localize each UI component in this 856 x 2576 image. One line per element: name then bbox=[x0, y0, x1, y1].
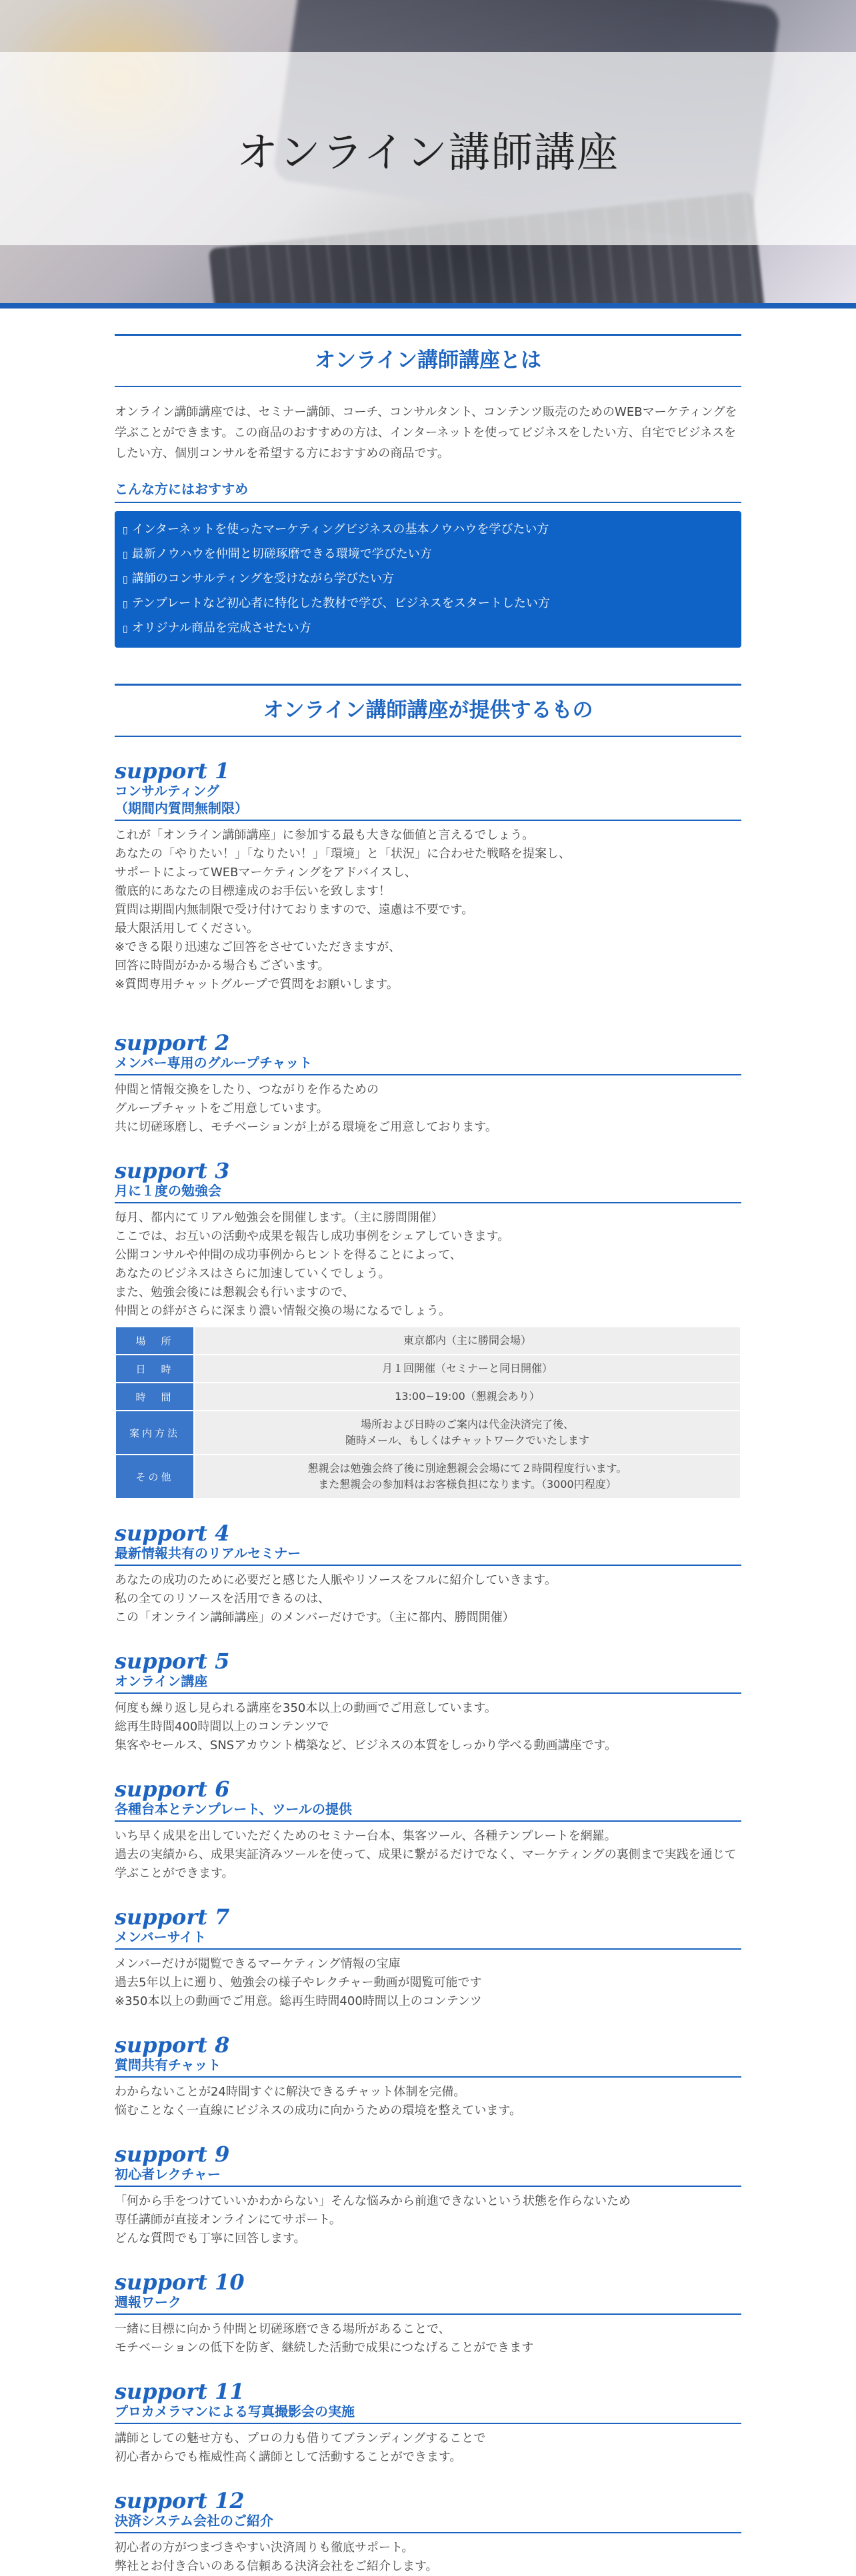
table-row: その他 懇親会は勉強会終了後に別途懇親会会場にて２時間程度行います。 また懇親会の参加料はお客様負担になります。（3000円程度） bbox=[116, 1455, 740, 1498]
main-content bbox=[115, 309, 741, 2576]
support-7 bbox=[115, 1906, 741, 2011]
support-body: 初心者の方がつまづきやすい決済周りも徹底サポート。 弊社とお付き合いのある信頼ある決済会社をご紹介します。 bbox=[115, 2541, 438, 2573]
support-body: あなたの成功のために必要だと感じた人脈やリソースをフルに紹介していきます。 私の全てのリソースを活用できるのは、 この「オンライン講師講座」のメンバーだけです。（主に都内、勝間開催） bbox=[115, 1573, 557, 1624]
support-9 bbox=[115, 2143, 741, 2248]
hero-divider bbox=[0, 303, 856, 309]
recommend-item: ▯ 最新ノウハウを仲間と切磋琢磨できる環境で学びたい方 bbox=[123, 547, 432, 561]
offer-title: オンライン講師講座が提供するもの bbox=[115, 684, 741, 737]
support-3 bbox=[115, 1159, 741, 1499]
support-number: support 4 bbox=[115, 1521, 230, 1546]
page-title: オンライン講師講座 bbox=[236, 127, 620, 177]
support-title: プロカメラマンによる写真撮影会の実施 bbox=[115, 2403, 741, 2424]
check-icon: ▯ bbox=[123, 525, 128, 536]
support-title: 初心者レクチャー bbox=[115, 2166, 741, 2187]
support-4 bbox=[115, 1522, 741, 1627]
support-1 bbox=[115, 760, 741, 994]
recommend-item: ▯ オリジナル商品を完成させたい方 bbox=[123, 621, 311, 635]
support-body: いち早く成果を出していただくためのセミナー台本、集客ツール、各種テンプレートを網羅。 過去の実績から、成果実証済みツールを使って、成果に繋がるだけでなく、マーケティングの裏側まで実践を通じて学ぶことができます。 bbox=[115, 1829, 737, 1880]
support-title: 決済システム会社のご紹介 bbox=[115, 2512, 741, 2533]
support-body: 講師としての魅せ方も、プロの力も借りてブランディングすることで 初心者からでも権威性高く講師として活動することができます。 bbox=[115, 2431, 486, 2464]
support-11 bbox=[115, 2380, 741, 2467]
recommend-item: ▯ インターネットを使ったマーケティングビジネスの基本ノウハウを学びたい方 bbox=[123, 522, 549, 536]
support-title: 週報ワーク bbox=[115, 2293, 741, 2315]
support-2 bbox=[115, 1031, 741, 1137]
support-body: メンバーだけが閲覧できるマーケティング情報の宝庫 過去5年以上に遡り、勉強会の様子やレクチャー動画が閲覧可能です ※350本以上の動画でご用意。総再生時間400時間以上のコンテンツ bbox=[115, 1957, 482, 2008]
support-number: support 9 bbox=[115, 2142, 230, 2167]
support-body: これが「オンライン講師講座」に参加する最も大きな価値と言えるでしょう。 あなたの「やりたい！」「なりたい！」「環境」と「状況」に合わせた戦略を提案し、 サポートによってWEBマーケティングをアドバイスし、 徹底的にあなたの目標達成のお手伝いを致します！ 質問は期間内無制限で受け付けておりますので、遠慮は不要です。 最大限活用してください。 ※できる限り迅速なご回答をさせていただきますが、 回答に時間がかかる場合もございます。 ※質問専用チャットグループで質問をお願いします。 bbox=[115, 828, 571, 991]
support-body: わからないことが24時間すぐに解決できるチャット体制を完備。 悩むことなく一直線にビジネスの成功に向かうための環境を整えています。 bbox=[115, 2085, 522, 2118]
about-description: オンライン講師講座では、セミナー講師、コーチ、コンサルタント、コンテンツ販売のためのWEBマーケティングを学ぶことができます。この商品のおすすめの方は、インターネットを使ってビジネスをしたい方、自宅でビジネスをしたい方、個別コンサルを希望する方におすすめの商品です。 bbox=[115, 405, 737, 460]
support-number: support 2 bbox=[115, 1030, 230, 1055]
support-title: コンサルティング （期間内質問無制限） bbox=[115, 782, 741, 821]
support-body: 毎月、都内にてリアル勉強会を開催します。（主に勝間開催） ここでは、お互いの活動や成果を報告し成功事例をシェアしていきます。 公開コンサルや仲間の成功事例からヒントを得ることによって、 あなたのビジネスはさらに加速していくでしょう。 また、勉強会後には懇親会も行いますので、 仲間との絆がさらに深まり濃い情報交換の場になるでしょう。 bbox=[115, 1211, 510, 1318]
support-number: support 5 bbox=[115, 1648, 230, 1674]
support-6 bbox=[115, 1778, 741, 1883]
support-title: オンライン講座 bbox=[115, 1672, 741, 1694]
check-icon: ▯ bbox=[123, 624, 128, 634]
table-row: 場 所 東京都内（主に勝間会場） bbox=[116, 1327, 740, 1354]
support-number: support 11 bbox=[115, 2379, 245, 2404]
about-title: オンライン講師講座とは bbox=[115, 334, 741, 387]
check-icon: ▯ bbox=[123, 599, 128, 610]
table-row: 日 時 月１回開催（セミナーと同日開催） bbox=[116, 1355, 740, 1382]
meeting-info-table bbox=[115, 1326, 741, 1499]
support-title: 各種台本とテンプレート、ツールの提供 bbox=[115, 1800, 741, 1822]
table-row: 時 間 13:00~19:00（懇親会あり） bbox=[116, 1383, 740, 1410]
recommend-item: ▯ テンプレートなど初心者に特化した教材で学び、ビジネスをスタートしたい方 bbox=[123, 596, 550, 610]
support-title: メンバー専用のグループチャット bbox=[115, 1054, 741, 1075]
check-icon: ▯ bbox=[123, 574, 128, 585]
support-number: support 3 bbox=[115, 1158, 230, 1183]
hero-banner bbox=[0, 0, 856, 303]
check-icon: ▯ bbox=[123, 550, 128, 560]
support-10 bbox=[115, 2271, 741, 2357]
recommend-item: ▯ 講師のコンサルティングを受けながら学びたい方 bbox=[123, 572, 395, 586]
support-body: 何度も繰り返し見られる講座を350本以上の動画でご用意しています。 総再生時間400時間以上のコンテンツで 集客やセールス、SNSアカウント構築など、ビジネスの本質をしっかり学べる動画講座です。 bbox=[115, 1701, 617, 1752]
support-number: support 8 bbox=[115, 2032, 230, 2058]
support-number: support 12 bbox=[115, 2488, 245, 2513]
support-number: support 6 bbox=[115, 1776, 230, 1802]
support-title: メンバーサイト bbox=[115, 1928, 741, 1950]
table-row: 案内方法 場所および日時のご案内は代金決済完了後、 随時メール、もしくはチャットワークでいたします bbox=[116, 1411, 740, 1454]
support-12 bbox=[115, 2489, 741, 2576]
support-5 bbox=[115, 1650, 741, 1755]
support-number: support 1 bbox=[115, 758, 230, 784]
support-title: 最新情報共有のリアルセミナー bbox=[115, 1545, 741, 1566]
support-body: 仲間と情報交換をしたり、つながりを作るための グループチャットをご用意しています。 共に切磋琢磨し、モチベーションが上がる環境をご用意しております。 bbox=[115, 1083, 497, 1134]
recommend-list bbox=[115, 511, 741, 648]
support-8 bbox=[115, 2034, 741, 2120]
recommend-heading: こんな方にはおすすめ bbox=[115, 478, 741, 503]
support-number: support 7 bbox=[115, 1904, 230, 1930]
support-body: 一緒に目標に向かう仲間と切磋琢磨できる場所があることで、 モチベーションの低下を防ぎ、継続した活動で成果につなげることができます bbox=[115, 2322, 534, 2355]
support-title: 月に１度の勉強会 bbox=[115, 1182, 741, 1203]
support-title: 質問共有チャット bbox=[115, 2056, 741, 2078]
support-number: support 10 bbox=[115, 2269, 245, 2295]
support-body: 「何から手をつけていいかわからない」そんな悩みから前進できないという状態を作らないため 専任講師が直接オンラインにてサポート。 どんな質問でも丁寧に回答します。 bbox=[115, 2194, 631, 2246]
